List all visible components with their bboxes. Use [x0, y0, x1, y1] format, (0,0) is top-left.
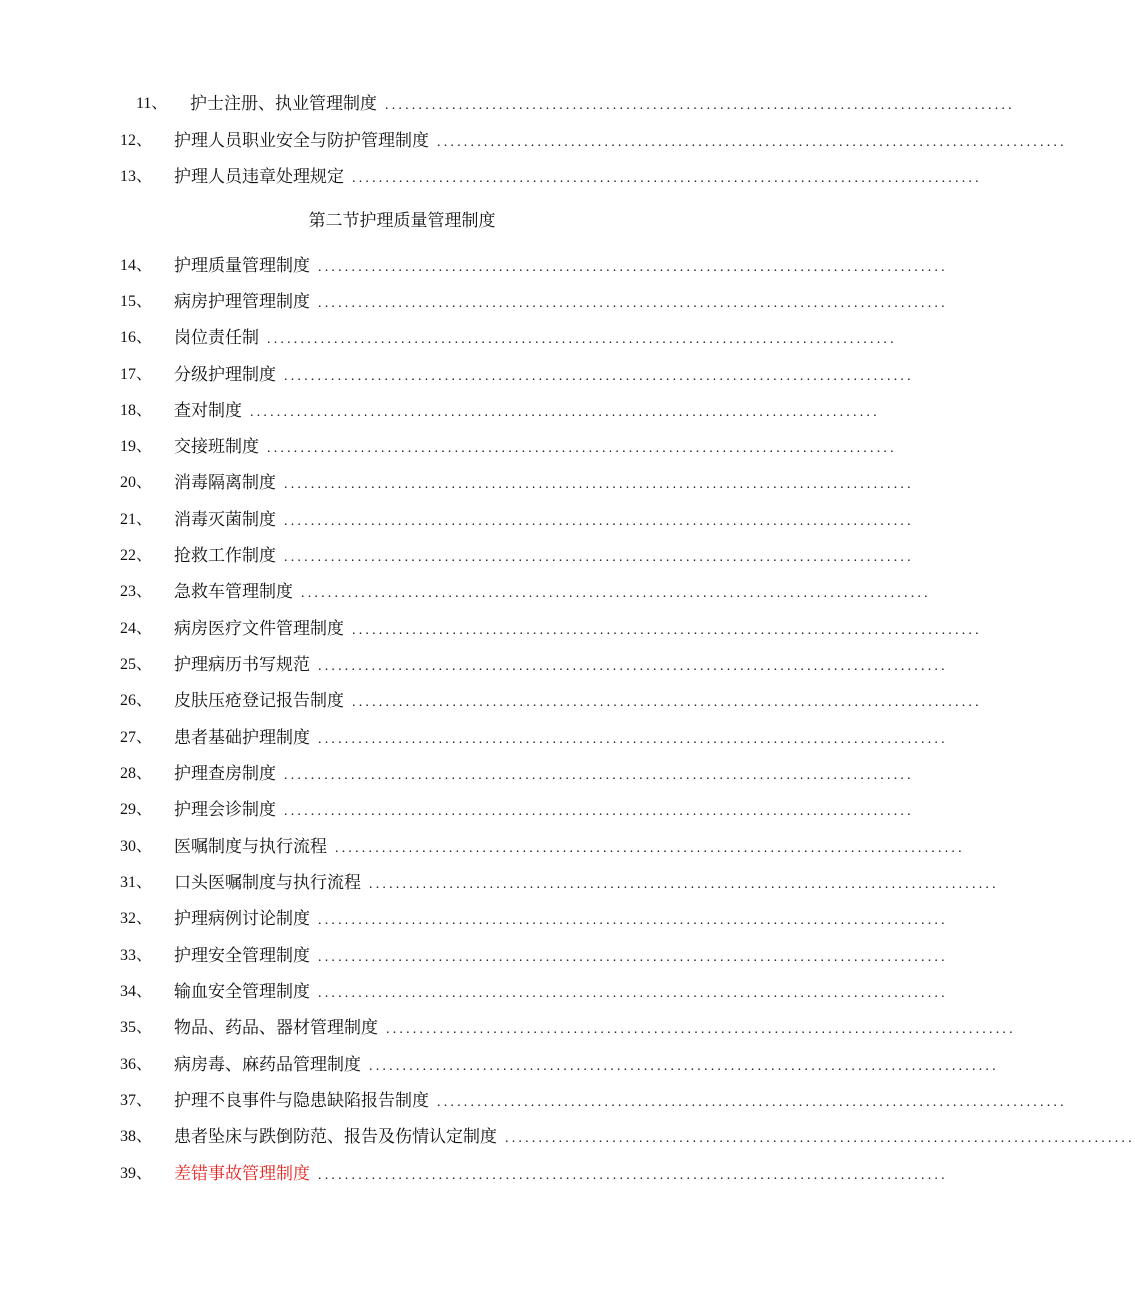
entry-title: 护理查房制度 — [174, 764, 276, 784]
toc-entry-35[interactable] — [120, 1015, 1016, 1041]
entry-title: 口头医嘱制度与执行流程 — [174, 873, 361, 893]
dot-leader: .............................................................................................. — [505, 1131, 1135, 1146]
toc-entry-14[interactable] — [120, 253, 948, 279]
entry-title: 输血安全管理制度 — [174, 982, 310, 1002]
entry-number: 34、 — [120, 983, 153, 1000]
toc-entry-15[interactable] — [120, 289, 948, 315]
dot-leader: .............................................................................................. — [267, 332, 897, 347]
section-heading: 第二节护理质量管理制度 — [308, 211, 496, 231]
toc-entry-32[interactable] — [120, 906, 948, 932]
entry-number: 30、 — [120, 838, 153, 855]
dot-leader: .............................................................................................. — [284, 804, 914, 819]
toc-entry-17[interactable] — [120, 362, 914, 388]
toc-entry-12[interactable] — [120, 128, 1067, 154]
toc-entry-18[interactable] — [120, 398, 880, 424]
dot-leader: .............................................................................................. — [284, 768, 914, 783]
toc-entry-38[interactable] — [120, 1124, 1135, 1150]
entry-number: 26、 — [120, 692, 153, 709]
entry-title: 消毒隔离制度 — [174, 473, 276, 493]
entry-number: 28、 — [120, 765, 153, 782]
dot-leader: .............................................................................................. — [284, 369, 914, 384]
entry-number: 35、 — [120, 1019, 153, 1036]
entry-number: 13、 — [120, 168, 153, 185]
entry-number: 27、 — [120, 729, 153, 746]
entry-title: 分级护理制度 — [174, 365, 276, 385]
dot-leader: .............................................................................................. — [318, 913, 948, 928]
entry-number: 33、 — [120, 947, 153, 964]
entry-title: 查对制度 — [174, 401, 242, 421]
entry-title: 物品、药品、器材管理制度 — [174, 1018, 378, 1038]
entry-number: 31、 — [120, 874, 153, 891]
toc-entry-27[interactable] — [120, 725, 948, 751]
entry-title: 护理病历书写规范 — [174, 655, 310, 675]
entry-number: 18、 — [120, 402, 153, 419]
entry-title: 急救车管理制度 — [174, 582, 293, 602]
entry-number: 22、 — [120, 547, 153, 564]
entry-number: 14、 — [120, 257, 153, 274]
entry-title: 皮肤压疮登记报告制度 — [174, 691, 344, 711]
entry-title: 护理病例讨论制度 — [174, 909, 310, 929]
toc-entry-39[interactable] — [120, 1161, 948, 1187]
entry-number: 15、 — [120, 293, 153, 310]
dot-leader: .............................................................................................. — [318, 732, 948, 747]
dot-leader: .............................................................................................. — [318, 260, 948, 275]
dot-leader: .............................................................................................. — [369, 1059, 999, 1074]
dot-leader: .............................................................................................. — [352, 695, 982, 710]
dot-leader: .............................................................................................. — [335, 841, 965, 856]
entry-number: 21、 — [120, 511, 153, 528]
dot-leader: .............................................................................................. — [318, 1168, 948, 1183]
dot-leader: .............................................................................................. — [267, 441, 897, 456]
entry-title: 护理安全管理制度 — [174, 946, 310, 966]
toc-entry-30[interactable] — [120, 834, 965, 860]
toc-entry-33[interactable] — [120, 943, 948, 969]
entry-title: 岗位责任制 — [174, 328, 259, 348]
dot-leader: .............................................................................................. — [385, 98, 1015, 113]
toc-entry-36[interactable] — [120, 1052, 999, 1078]
dot-leader: .............................................................................................. — [318, 659, 948, 674]
toc-entry-37[interactable] — [120, 1088, 1067, 1114]
toc-entry-31[interactable] — [120, 870, 999, 896]
entry-title: 护士注册、执业管理制度 — [190, 94, 377, 114]
dot-leader: .............................................................................................. — [437, 135, 1067, 150]
entry-title: 护理人员职业安全与防护管理制度 — [174, 131, 429, 151]
entry-number: 36、 — [120, 1056, 153, 1073]
toc-entry-26[interactable] — [120, 688, 982, 714]
dot-leader: .............................................................................................. — [284, 550, 914, 565]
entry-title: 患者坠床与跌倒防范、报告及伤情认定制度 — [174, 1127, 497, 1147]
entry-title: 病房护理管理制度 — [174, 292, 310, 312]
toc-entry-20[interactable] — [120, 470, 914, 496]
entry-title: 差错事故管理制度 — [174, 1164, 310, 1184]
entry-number: 25、 — [120, 656, 153, 673]
dot-leader: .............................................................................................. — [369, 877, 999, 892]
entry-title: 护理质量管理制度 — [174, 256, 310, 276]
toc-entry-22[interactable] — [120, 543, 914, 569]
entry-title: 抢救工作制度 — [174, 546, 276, 566]
entry-number: 29、 — [120, 801, 153, 818]
entry-title: 护理会诊制度 — [174, 800, 276, 820]
toc-entry-16[interactable] — [120, 325, 897, 351]
entry-number: 19、 — [120, 438, 153, 455]
toc-entry-34[interactable] — [120, 979, 948, 1005]
dot-leader: .............................................................................................. — [284, 477, 914, 492]
entry-title: 患者基础护理制度 — [174, 728, 310, 748]
toc-entry-23[interactable] — [120, 579, 931, 605]
entry-title: 消毒灭菌制度 — [174, 510, 276, 530]
entry-number: 24、 — [120, 620, 153, 637]
toc-entry-25[interactable] — [120, 652, 948, 678]
entry-number: 23、 — [120, 583, 153, 600]
dot-leader: .............................................................................................. — [301, 586, 931, 601]
entry-number: 17、 — [120, 366, 153, 383]
dot-leader: .............................................................................................. — [386, 1022, 1016, 1037]
entry-number: 20、 — [120, 474, 153, 491]
toc-entry-24[interactable] — [120, 616, 982, 642]
dot-leader: .............................................................................................. — [352, 623, 982, 638]
toc-entry-29[interactable] — [120, 797, 914, 823]
entry-number: 32、 — [120, 910, 153, 927]
entry-title: 护理人员违章处理规定 — [174, 167, 344, 187]
toc-entry-21[interactable] — [120, 507, 914, 533]
toc-entry-28[interactable] — [120, 761, 914, 787]
dot-leader: .............................................................................................. — [318, 950, 948, 965]
dot-leader: .............................................................................................. — [284, 514, 914, 529]
entry-number: 12、 — [120, 132, 153, 149]
entry-title: 病房毒、麻药品管理制度 — [174, 1055, 361, 1075]
toc-entry-13[interactable] — [120, 164, 982, 190]
entry-number: 16、 — [120, 329, 153, 346]
entry-number: 37、 — [120, 1092, 153, 1109]
entry-title: 护理不良事件与隐患缺陷报告制度 — [174, 1091, 429, 1111]
dot-leader: .............................................................................................. — [250, 405, 880, 420]
entry-title: 医嘱制度与执行流程 — [174, 837, 327, 857]
dot-leader: .............................................................................................. — [318, 986, 948, 1001]
entry-number: 11、 — [136, 95, 168, 112]
entry-title: 交接班制度 — [174, 437, 259, 457]
entry-number: 39、 — [120, 1165, 153, 1182]
dot-leader: .............................................................................................. — [352, 171, 982, 186]
entry-number: 38、 — [120, 1128, 153, 1145]
entry-title: 病房医疗文件管理制度 — [174, 619, 344, 639]
toc-entry-19[interactable] — [120, 434, 897, 460]
dot-leader: .............................................................................................. — [437, 1095, 1067, 1110]
toc-entry-11[interactable] — [120, 91, 1015, 117]
dot-leader: .............................................................................................. — [318, 296, 948, 311]
